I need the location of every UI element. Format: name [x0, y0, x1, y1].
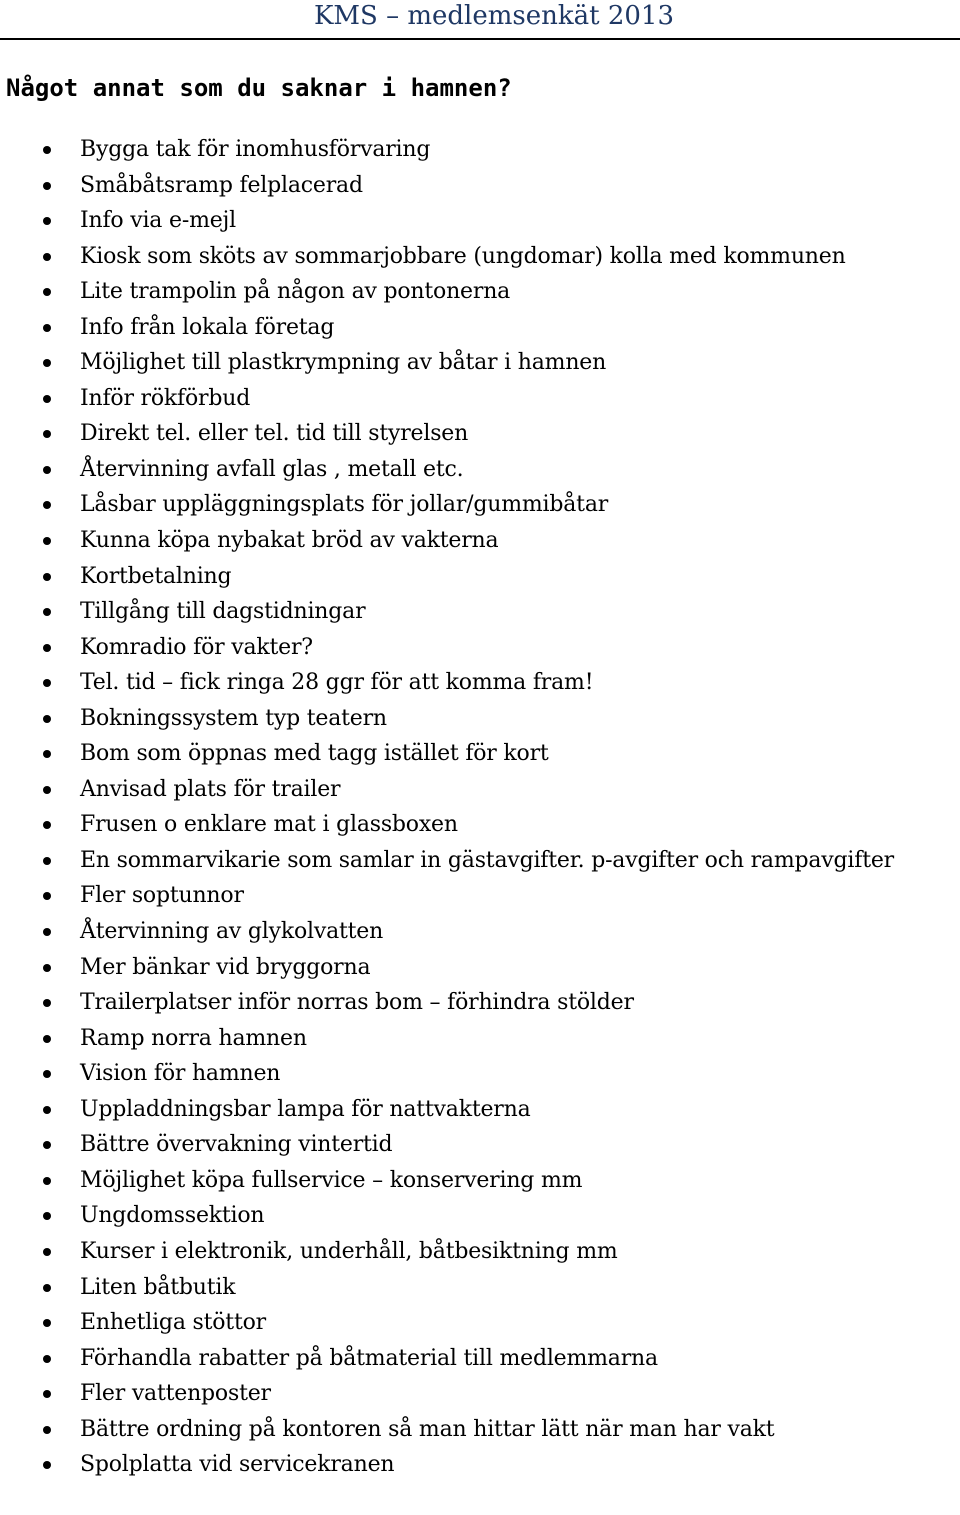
- list-item: [0, 843, 960, 879]
- bullet-icon: [43, 253, 51, 261]
- list-item-text: Bygga tak för inomhusförvaring: [80, 137, 431, 162]
- bullet-icon: [43, 1141, 51, 1149]
- list-item: [0, 665, 960, 701]
- list-item-text: Enhetliga stöttor: [80, 1310, 266, 1336]
- bullet-icon: [43, 430, 51, 438]
- list-item: [0, 310, 960, 346]
- bullet-icon: [43, 928, 51, 936]
- bullet-icon: [43, 1035, 51, 1043]
- list-item-text: Kunna köpa nybakat bröd av vakterna: [80, 528, 499, 554]
- list-item: [0, 914, 960, 950]
- bullet-icon: [43, 1248, 51, 1256]
- list-item-text: Frusen o enklare mat i glassboxen: [80, 812, 458, 838]
- bullet-icon: [43, 750, 51, 758]
- list-item-text: Direkt tel. eller tel. tid till styrelsen: [80, 421, 469, 447]
- list-item: [0, 203, 960, 239]
- list-item-text: Bokningssystem typ teatern: [80, 705, 387, 731]
- list-item-text: Lite trampolin på någon av pontonerna: [80, 279, 511, 305]
- list-item: [0, 523, 960, 559]
- bullet-icon: [43, 1390, 51, 1398]
- list-item-text: En sommarvikarie som samlar in gästavgifter. p-avgifter och rampavgifter: [80, 847, 894, 873]
- section-heading: Något annat som du saknar i hamnen?: [6, 74, 512, 102]
- list-item: [0, 132, 960, 168]
- list-item: [0, 807, 960, 843]
- list-item-text: Tel. tid – fick ringa 28 ggr för att komma fram!: [80, 670, 594, 696]
- list-item: [0, 1021, 960, 1057]
- bullet-icon: [43, 146, 51, 154]
- list-item-text: Låsbar uppläggningsplats för jollar/gummibåtar: [80, 492, 609, 518]
- list-item-text: Inför rökförbud: [80, 385, 251, 411]
- list-item-text: Liten båtbutik: [80, 1274, 236, 1300]
- bullet-icon: [43, 501, 51, 509]
- bullet-icon: [43, 1070, 51, 1078]
- bullet-icon: [43, 466, 51, 474]
- bullet-icon: [43, 359, 51, 367]
- bullet-icon: [43, 679, 51, 687]
- list-item: [0, 1198, 960, 1234]
- list-item: [0, 985, 960, 1021]
- bullet-icon: [43, 892, 51, 900]
- list-item: [0, 274, 960, 310]
- list-item: [0, 559, 960, 595]
- bullet-icon: [43, 1319, 51, 1327]
- list-item: [0, 630, 960, 666]
- list-item-text: Återvinning avfall glas , metall etc.: [80, 456, 464, 482]
- list-item: [0, 950, 960, 986]
- list-item-text: Bom som öppnas med tagg istället för kort: [80, 741, 549, 767]
- bullet-icon: [43, 537, 51, 545]
- list-item-text: Info via e-mejl: [80, 208, 237, 234]
- list-item-text: Anvisad plats för trailer: [80, 776, 341, 802]
- list-item: [0, 1412, 960, 1448]
- list-item-text: Ungdomssektion: [80, 1203, 265, 1229]
- bullet-icon: [43, 1355, 51, 1363]
- list-item: [0, 772, 960, 808]
- list-item: [0, 239, 960, 275]
- list-item: [0, 452, 960, 488]
- list-item-text: Ramp norra hamnen: [80, 1025, 307, 1051]
- list-item-text: Kiosk som sköts av sommarjobbare (ungdomar) kolla med kommunen: [80, 243, 846, 269]
- list-item-text: Bättre ordning på kontoren så man hittar lätt när man har vakt: [80, 1416, 775, 1442]
- bullet-icon: [43, 821, 51, 829]
- list-item: [0, 878, 960, 914]
- list-item: [0, 1376, 960, 1412]
- list-item-text: Förhandla rabatter på båtmaterial till medlemmarna: [80, 1345, 658, 1371]
- list-item: [0, 1234, 960, 1270]
- list-item: [0, 1092, 960, 1128]
- list-item: [0, 594, 960, 630]
- list-item-text: Fler vattenposter: [80, 1381, 271, 1407]
- list-item: [0, 1270, 960, 1306]
- list-item: [0, 168, 960, 204]
- list-item: [0, 1163, 960, 1199]
- header-divider: [0, 38, 960, 40]
- list-item: [0, 345, 960, 381]
- list-item-text: Möjlighet köpa fullservice – konservering mm: [80, 1167, 583, 1193]
- list-item-text: Kortbetalning: [80, 563, 232, 589]
- list-item: [0, 487, 960, 523]
- bullet-icon: [43, 1461, 51, 1469]
- list-item: [0, 1305, 960, 1341]
- list-item-text: Komradio för vakter?: [80, 634, 313, 660]
- list-item-text: Fler soptunnor: [80, 883, 244, 909]
- list-item: [0, 1447, 960, 1483]
- list-item-text: Trailerplatser inför norras bom – förhindra stölder: [80, 990, 634, 1016]
- bullet-icon: [43, 1212, 51, 1220]
- list-item-text: Spolplatta vid servicekranen: [80, 1452, 395, 1478]
- bullet-icon: [43, 857, 51, 865]
- bullet-icon: [43, 608, 51, 616]
- list-item: [0, 736, 960, 772]
- list-item-text: Uppladdningsbar lampa för nattvakterna: [80, 1096, 531, 1122]
- wish-list: [0, 132, 960, 1483]
- list-item-text: Vision för hamnen: [80, 1061, 281, 1087]
- list-item-text: Mer bänkar vid bryggorna: [80, 954, 371, 980]
- list-item-text: Bättre övervakning vintertid: [80, 1132, 393, 1158]
- bullet-icon: [43, 288, 51, 296]
- bullet-icon: [43, 715, 51, 723]
- bullet-icon: [43, 786, 51, 794]
- list-item: [0, 416, 960, 452]
- bullet-icon: [43, 1284, 51, 1292]
- list-item-text: Info från lokala företag: [80, 314, 335, 340]
- bullet-icon: [43, 644, 51, 652]
- bullet-icon: [43, 217, 51, 225]
- bullet-icon: [43, 1106, 51, 1114]
- list-item-text: Återvinning av glykolvatten: [80, 919, 384, 945]
- list-item: [0, 701, 960, 737]
- bullet-icon: [43, 324, 51, 332]
- page-header-title: KMS – medlemsenkät 2013: [313, 1, 674, 31]
- bullet-icon: [43, 573, 51, 581]
- bullet-icon: [43, 395, 51, 403]
- list-item: [0, 381, 960, 417]
- list-item: [0, 1127, 960, 1163]
- bullet-icon: [43, 999, 51, 1007]
- list-item-text: Småbåtsramp felplacerad: [80, 172, 363, 198]
- bullet-icon: [43, 964, 51, 972]
- list-item: [0, 1341, 960, 1377]
- bullet-icon: [43, 182, 51, 190]
- bullet-icon: [43, 1177, 51, 1185]
- list-item-text: Möjlighet till plastkrympning av båtar i hamnen: [80, 350, 607, 376]
- bullet-icon: [43, 1426, 51, 1434]
- list-item-text: Tillgång till dagstidningar: [80, 599, 366, 625]
- list-item-text: Kurser i elektronik, underhåll, båtbesiktning mm: [80, 1238, 618, 1264]
- list-item: [0, 1056, 960, 1092]
